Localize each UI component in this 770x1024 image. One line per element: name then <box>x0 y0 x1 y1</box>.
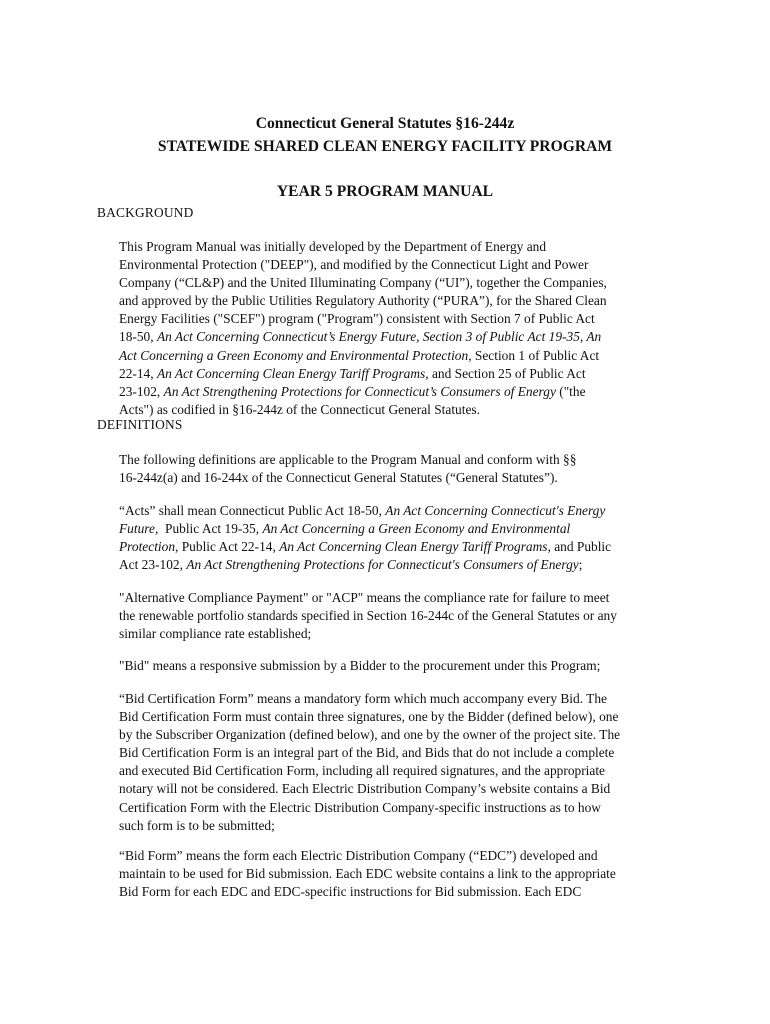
paragraph-line: by the Subscriber Organization (defined below), and one by the owner of the project site. The <box>119 727 621 743</box>
text-run: , Public Act 22-14, <box>175 539 280 555</box>
act-title-italic: An Act Concerning a Green Economy and Environmental <box>262 521 571 537</box>
paragraph-line: Acts") as codified in §16-244z of the Connecticut General Statutes. <box>119 401 480 417</box>
paragraph-line: Bid Certification Form is an integral part of the Bid, and Bids that do not include a complete <box>119 745 615 761</box>
acp-definition <box>119 589 679 643</box>
act-title-italic: An Act Concerning Connecticut’s Energy Future, Section 3 of Public Act 19-35, An <box>156 329 602 345</box>
paragraph-line <box>119 328 679 346</box>
paragraph-line: This Program Manual was initially developed by the Department of Energy and <box>119 239 547 254</box>
document-title-program: STATEWIDE SHARED CLEAN ENERGY FACILITY PROGRAM <box>157 138 613 155</box>
text-run: ("the <box>555 383 586 399</box>
paragraph-line: "Bid" means a responsive submission by a Bidder to the procurement under this Program; <box>119 658 601 673</box>
paragraph-line: 16-244z(a) and 16-244x of the Connecticut General Statutes (“General Statutes”). <box>119 470 558 486</box>
paragraph-line: “Bid Certification Form” means a mandatory form which much accompany every Bid. The <box>119 691 607 706</box>
bid-certification-form-definition <box>119 690 679 835</box>
act-title-italic: Future, <box>119 521 159 537</box>
act-title-italic: An Act Concerning Clean Energy Tariff Programs, <box>279 539 551 555</box>
paragraph-line: Energy Facilities ("SCEF") program ("Program") consistent with Section 7 of Public Act <box>119 311 595 327</box>
act-title-italic: An Act Strengthening Protections for Connecticut's Consumers of Energy <box>186 557 579 573</box>
act-title-italic: Act Concerning a Green Economy and Environmental Protection, <box>119 347 472 363</box>
text-run: Public Act 19-35, <box>158 521 263 537</box>
act-title-italic: Protection <box>119 539 176 555</box>
paragraph-line: and approved by the Public Utilities Regulatory Authority (“PURA”), for the Shared Clean <box>119 293 607 309</box>
background-paragraph <box>119 238 679 419</box>
text-run: 23-102, <box>119 383 164 399</box>
text-run: Section 1 of Public Act <box>471 347 600 363</box>
paragraph-line: notary will not be considered. Each Electric Distribution Company’s website contains a Bid <box>119 781 611 797</box>
act-title-italic: An Act Strengthening Protections for Connecticut’s Consumers of Energy <box>163 383 556 399</box>
text-run: 22-14, <box>119 365 157 381</box>
act-title-italic: An Act Concerning Clean Energy Tariff Programs, <box>156 365 429 381</box>
paragraph-line: Bid Certification Form must contain three signatures, one by the Bidder (defined below), one <box>119 709 619 725</box>
paragraph-line: "Alternative Compliance Payment" or "ACP" means the compliance rate for failure to meet <box>119 590 610 605</box>
paragraph-line <box>119 556 679 574</box>
act-title-italic: An Act Concerning Connecticut's Energy <box>385 503 606 518</box>
definitions-heading: DEFINITIONS <box>97 417 183 432</box>
text-run: ; <box>578 557 583 573</box>
document-title-manual: YEAR 5 PROGRAM MANUAL <box>276 183 494 200</box>
paragraph-line: and executed Bid Certification Form, including all required signatures, and the appropriate <box>119 763 606 779</box>
acts-definition <box>119 502 679 574</box>
definitions-intro-paragraph <box>119 451 679 487</box>
text-run: 18-50, <box>119 329 157 345</box>
paragraph-line <box>119 538 679 556</box>
bid-definition <box>119 657 679 675</box>
paragraph-line: maintain to be used for Bid submission. Each EDC website contains a link to the appropriate <box>119 866 616 882</box>
text-run: Act 23-102, <box>119 557 187 573</box>
paragraph-line: The following definitions are applicable to the Program Manual and conform with §§ <box>119 452 577 467</box>
text-run: “Acts” shall mean Connecticut Public Act 18-50, <box>119 503 386 518</box>
paragraph-line: Environmental Protection ("DEEP"), and modified by the Connecticut Light and Power <box>119 257 589 273</box>
paragraph-line: such form is to be submitted; <box>119 817 275 833</box>
text-run: and Public <box>550 539 612 555</box>
bid-form-definition <box>119 847 679 901</box>
paragraph-line <box>119 365 679 383</box>
paragraph-line <box>119 520 679 538</box>
text-run: and Section 25 of Public Act <box>428 365 586 381</box>
paragraph-line: “Bid Form” means the form each Electric Distribution Company (“EDC”) developed and <box>119 848 598 863</box>
paragraph-line <box>119 347 679 365</box>
paragraph-line: the renewable portfolio standards specified in Section 16-244c of the General Statutes or any <box>119 608 617 624</box>
background-heading: BACKGROUND <box>97 205 194 220</box>
document-title-statute: Connecticut General Statutes §16-244z <box>255 115 515 132</box>
paragraph-line: Company (“CL&P) and the United Illuminating Company (“UI”), together the Companies, <box>119 275 607 291</box>
paragraph-line <box>119 383 679 401</box>
paragraph-line <box>119 502 679 520</box>
paragraph-line: Certification Form with the Electric Distribution Company-specific instructions as to how <box>119 799 601 815</box>
paragraph-line: Bid Form for each EDC and EDC-specific instructions for Bid submission. Each EDC <box>119 884 582 900</box>
paragraph-line: similar compliance rate established; <box>119 626 312 642</box>
